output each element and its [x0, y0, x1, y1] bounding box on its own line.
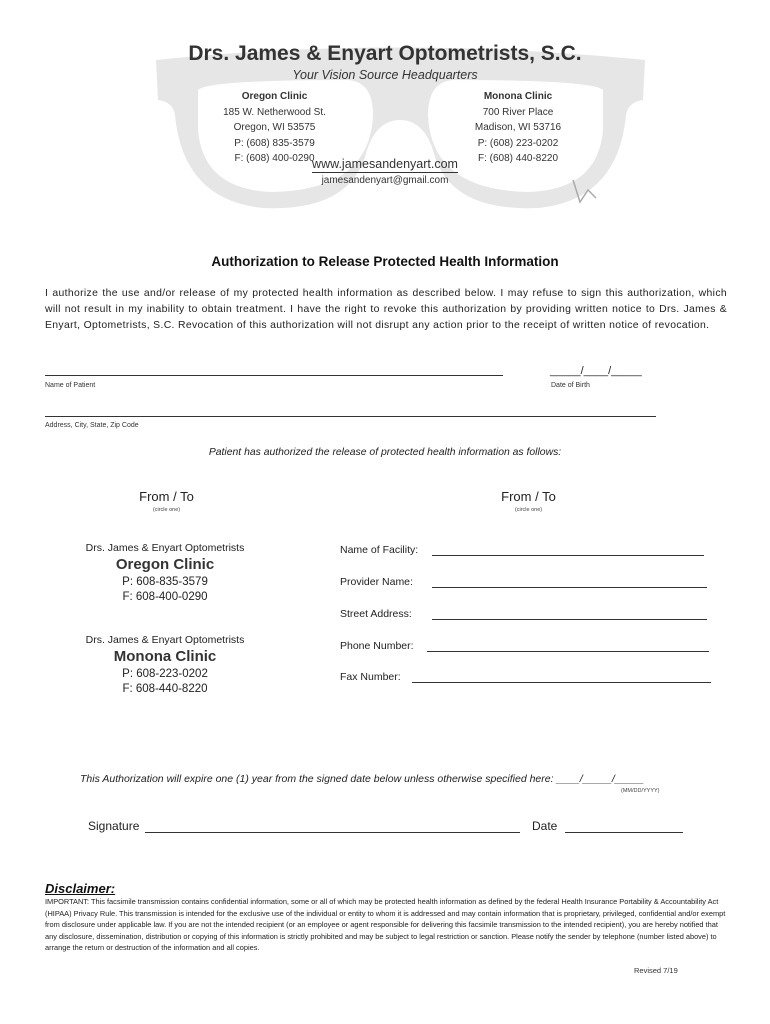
practice-name: Drs. James & Enyart Optometrists, S.C. — [188, 42, 582, 65]
patient-name-label: Name of Patient — [45, 382, 96, 389]
monona-fax: F: (608) 440-8220 — [477, 153, 559, 164]
facility-label: Name of Facility: — [340, 544, 419, 556]
monona-block-phone: P: 608-223-0202 — [122, 668, 208, 680]
form-title: Authorization to Release Protected Health Information — [211, 254, 559, 269]
oregon-street: 185 W. Netherwood St. — [223, 106, 326, 118]
oregon-fax: F: (608) 400-0290 — [234, 153, 315, 164]
dob-label: Date of Birth — [551, 382, 590, 389]
monona-block — [60, 634, 270, 695]
oregon-city: Oregon, WI 53575 — [233, 122, 316, 133]
fax-input[interactable] — [412, 682, 711, 683]
revised-date: Revised 7/19 — [634, 966, 678, 975]
from-to-left[interactable]: From / To — [139, 489, 194, 504]
monona-phone: P: (608) 223-0202 — [477, 137, 559, 149]
phone-label: Phone Number: — [340, 640, 414, 652]
oregon-block-name: Oregon Clinic — [115, 556, 215, 573]
monona-city: Madison, WI 53716 — [474, 122, 562, 133]
expiration-format: (MM/DD/YYYY) — [621, 788, 660, 794]
oregon-block-fax: F: 608-400-0290 — [122, 591, 208, 603]
oregon-clinic-name: Oregon Clinic — [241, 91, 308, 102]
monona-clinic-header — [458, 89, 578, 167]
phone-input[interactable] — [427, 651, 709, 652]
website-text[interactable]: www.jamesandenyart.com — [312, 157, 458, 171]
disclaimer-text: IMPORTANT: This facsimile transmission contains confidential information, some or all of which may be protected health information as defined by the federal Health Insurance Portability & Accountability Act (HIPAA) Privacy Rule. This transmission is intended for the exclusive use of the individual or entity to whom it is addressed and may contain information that is proprietary, privileged, confidential and/or exempt from disclosure under applicable law. If you are not the intended recipient (or an employee or agent responsible for delivering this facsimile transmission to the intended recipient), you are hereby notified that any disclosure, dissemination, distribution or copying of this information is strictly prohibited and may be subject to legal restriction or sanction. Please notify the sender by telephone (number listed above) to arrange the return or destruction of the information and all copies. — [45, 897, 726, 953]
facility-input[interactable] — [432, 555, 704, 556]
street-input[interactable] — [432, 619, 707, 620]
oregon-clinic-header — [212, 89, 337, 167]
oregon-block-practice: Drs. James & Enyart Optometrists — [85, 542, 245, 554]
disclaimer-title: Disclaimer: — [45, 881, 116, 896]
street-label: Street Address: — [340, 608, 412, 620]
circle-one-right: (circle one) — [514, 507, 543, 513]
monona-clinic-name: Monona Clinic — [483, 91, 553, 102]
provider-label: Provider Name: — [340, 576, 413, 588]
monona-block-fax: F: 608-440-8220 — [122, 683, 208, 695]
email-address: jamesandenyart@gmail.com — [321, 175, 449, 186]
monona-block-name: Monona Clinic — [113, 648, 217, 665]
address-line[interactable] — [45, 416, 656, 417]
authorized-statement: Patient has authorized the release of protected health information as follows: — [208, 447, 562, 458]
from-to-right[interactable]: From / To — [501, 489, 556, 504]
oregon-phone: P: (608) 835-3579 — [234, 137, 315, 149]
monona-block-practice: Drs. James & Enyart Optometrists — [85, 634, 245, 646]
fax-label: Fax Number: — [340, 671, 401, 683]
patient-name-line[interactable] — [45, 375, 503, 376]
date-line[interactable] — [565, 832, 683, 833]
tagline: Your Vision Source Headquarters — [292, 68, 478, 82]
intro-paragraph: I authorize the use and/or release of my protected health information as described below. I may refuse to sign this authorization, which will not result in my inability to obtain treatment. I have the right to revoke this authorization by providing written notice to Drs. James & Enyart, Optometrists, S.C. Revocation of this authorization will not disrupt any action prior to the receipt of written notice of revocation. — [45, 288, 727, 331]
monona-street: 700 River Place — [482, 106, 554, 118]
address-label: Address, City, State, Zip Code — [45, 422, 139, 429]
provider-input[interactable] — [432, 587, 707, 588]
oregon-block-phone: P: 608-835-3579 — [122, 576, 208, 588]
signature-line[interactable] — [145, 832, 520, 833]
signature-label: Signature — [88, 819, 140, 833]
date-label: Date — [532, 819, 558, 833]
circle-one-left: (circle one) — [152, 507, 181, 513]
oregon-block — [60, 542, 270, 603]
website-link[interactable] — [0, 157, 770, 171]
expiration-statement[interactable]: This Authorization will expire one (1) year from the signed date below unless otherwise specified here: ____/_____/_____ — [80, 773, 645, 785]
dob-field[interactable]: _____/____/_____ — [550, 365, 642, 377]
